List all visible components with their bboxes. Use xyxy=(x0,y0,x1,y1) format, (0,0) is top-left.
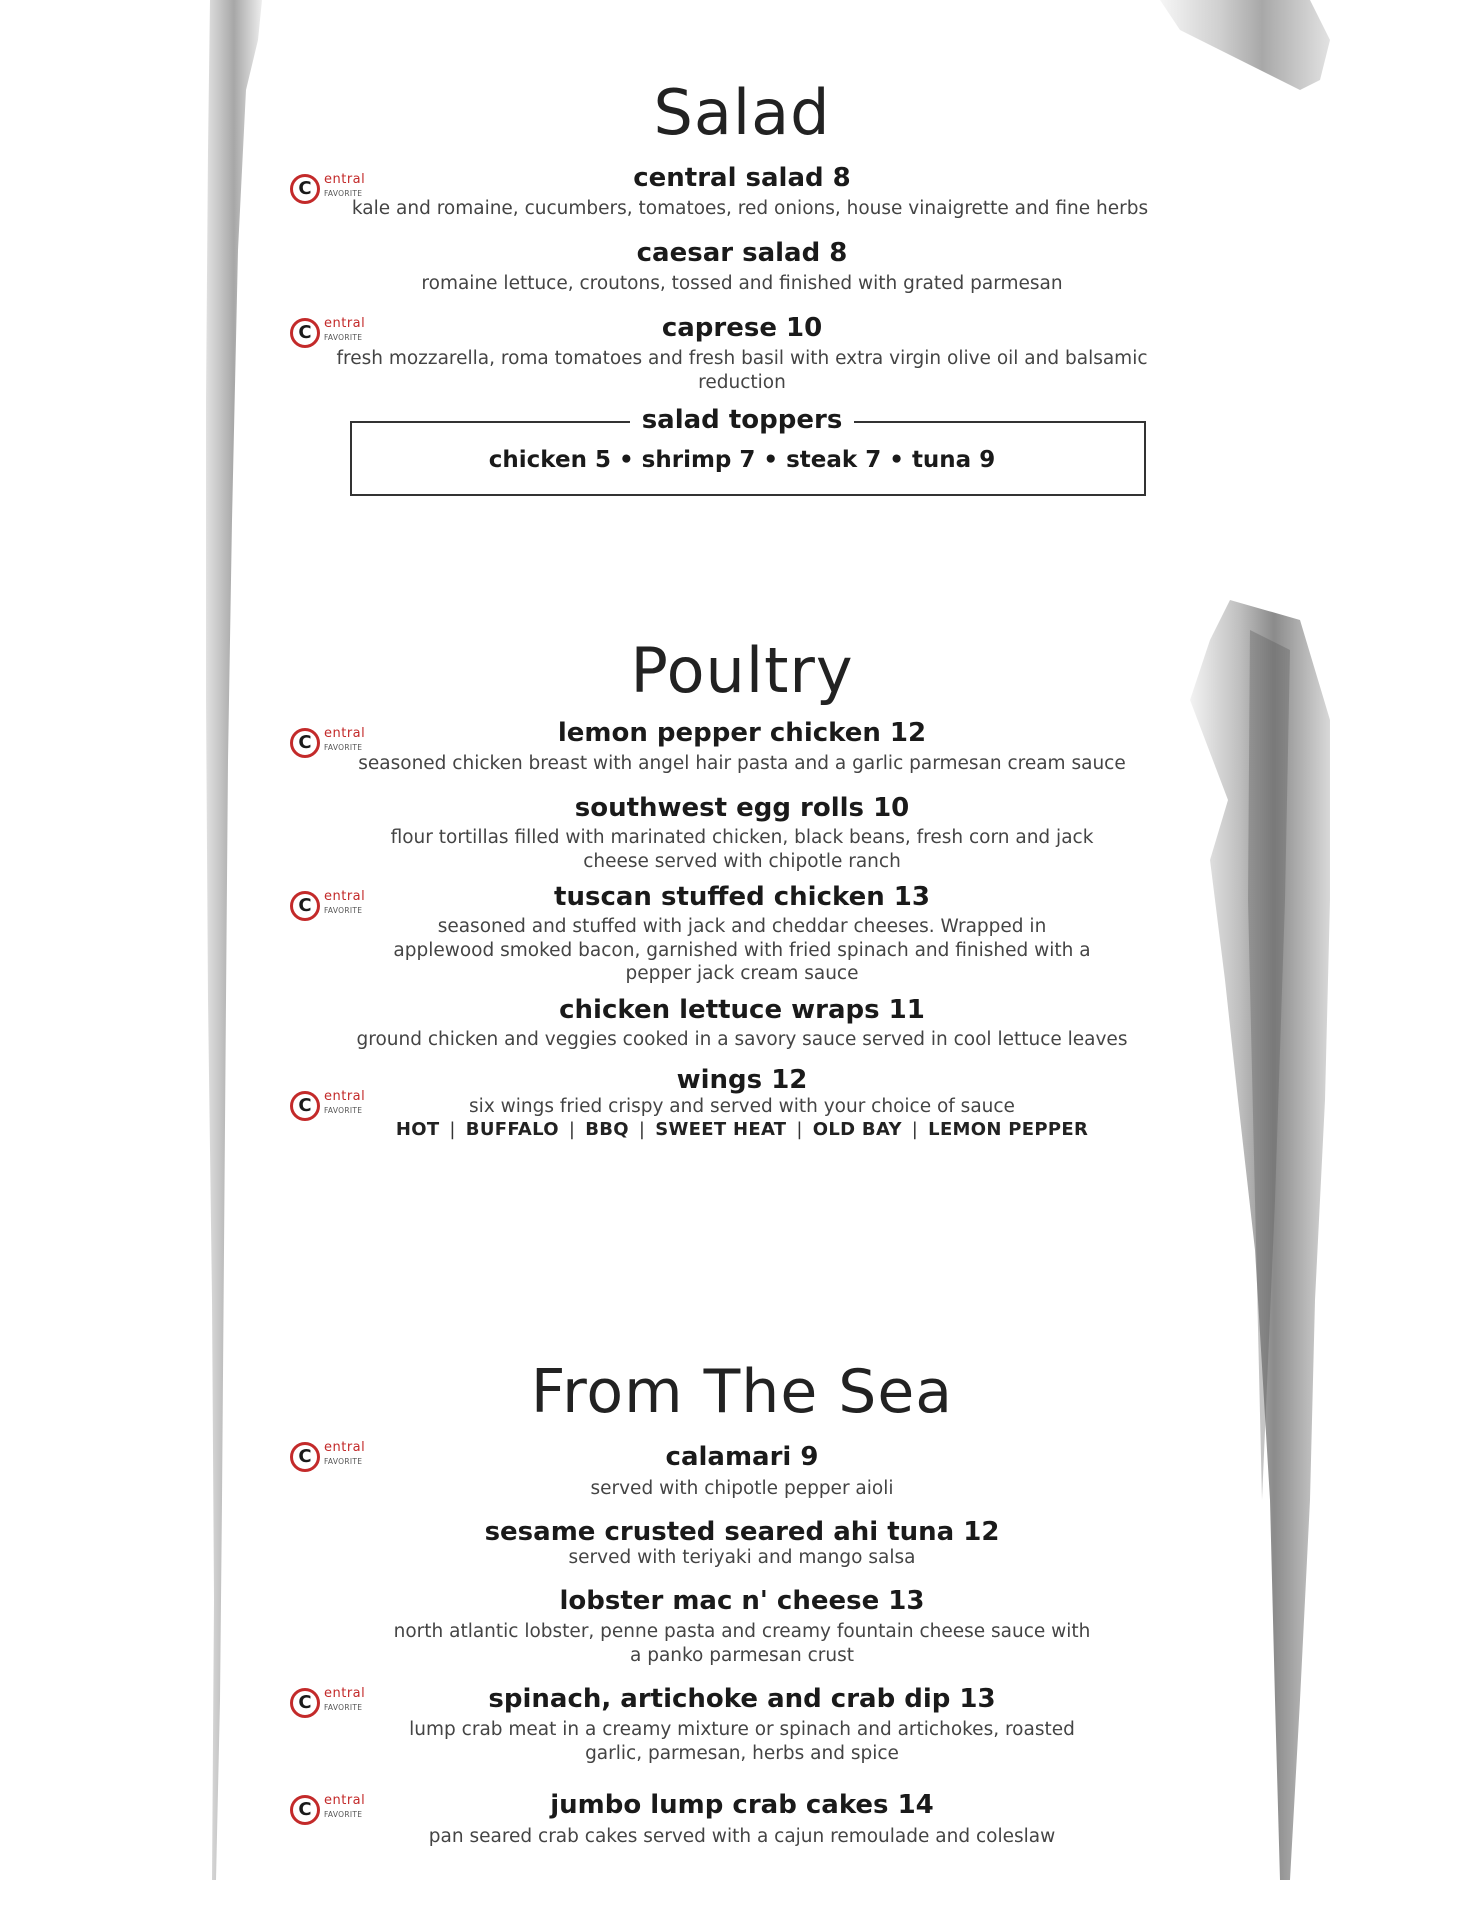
menu-item-name: caesar salad 8 xyxy=(636,238,848,268)
menu-item-name: central salad 8 xyxy=(633,163,851,193)
badge-circle: C xyxy=(290,174,320,204)
central-favorite-badge: C entral FAVORITE xyxy=(288,1438,380,1480)
menu-item-desc: a panko parmesan crust xyxy=(629,1645,854,1666)
menu-item-desc: seasoned and stuffed with jack and cheddar cheeses. Wrapped in xyxy=(437,916,1047,937)
central-favorite-badge: C entral FAVORITE xyxy=(288,1791,380,1833)
section-title-from-the-sea: From The Sea xyxy=(530,1357,954,1427)
central-favorite-badge: C entral FAVORITE xyxy=(288,724,380,766)
menu-item-name: spinach, artichoke and crab dip 13 xyxy=(488,1684,996,1714)
menu-item-name: lemon pepper chicken 12 xyxy=(557,718,927,748)
menu-item-desc: six wings fried crispy and served with your choice of sauce xyxy=(469,1096,1015,1117)
menu-item-name: tuscan stuffed chicken 13 xyxy=(554,882,930,912)
menu-item-desc: pepper jack cream sauce xyxy=(625,963,859,984)
menu-item-name: southwest egg rolls 10 xyxy=(574,793,910,823)
badge-circle: C xyxy=(290,728,320,758)
menu-item-name: calamari 9 xyxy=(665,1442,819,1472)
badge-circle: C xyxy=(290,318,320,348)
menu-item-desc: romaine lettuce, croutons, tossed and finished with grated parmesan xyxy=(421,273,1063,294)
section-title-salad: Salad xyxy=(653,76,831,149)
menu-item-name: jumbo lump crab cakes 14 xyxy=(550,1790,934,1820)
menu-item-name: sesame crusted seared ahi tuna 12 xyxy=(484,1517,1000,1547)
menu-item-desc: garlic, parmesan, herbs and spice xyxy=(585,1743,899,1764)
badge-circle: C xyxy=(290,1442,320,1472)
central-favorite-badge: C entral FAVORITE xyxy=(288,314,380,356)
menu-item-name: chicken lettuce wraps 11 xyxy=(559,995,925,1025)
menu-item-desc: fresh mozzarella, roma tomatoes and fresh basil with extra virgin olive oil and balsamic reduction xyxy=(336,348,1148,393)
central-favorite-badge: C entral FAVORITE xyxy=(288,170,380,212)
wing-sauce-list: HOT | BUFFALO | BBQ | SWEET HEAT | OLD BAY | LEMON PEPPER xyxy=(395,1119,1089,1140)
menu-item-name: wings 12 xyxy=(676,1065,808,1095)
menu-item-desc: seasoned chicken breast with angel hair pasta and a garlic parmesan cream sauce xyxy=(358,753,1126,774)
salad-toppers-list: chicken 5 • shrimp 7 • steak 7 • tuna 9 xyxy=(488,447,996,473)
menu-item-desc: served with teriyaki and mango salsa xyxy=(568,1547,916,1568)
menu-item-desc: cheese served with chipotle ranch xyxy=(583,851,901,872)
menu-item-desc: served with chipotle pepper aioli xyxy=(590,1478,894,1499)
badge-circle: C xyxy=(290,1795,320,1825)
menu-item-desc: north atlantic lobster, penne pasta and creamy fountain cheese sauce with xyxy=(393,1621,1091,1642)
badge-circle: C xyxy=(290,891,320,921)
badge-circle: C xyxy=(290,1688,320,1718)
menu-item-desc: flour tortillas filled with marinated chicken, black beans, fresh corn and jack xyxy=(390,827,1094,848)
central-favorite-badge: C entral FAVORITE xyxy=(288,1087,380,1129)
badge-circle: C xyxy=(290,1091,320,1121)
menu-item-name: lobster mac n' cheese 13 xyxy=(559,1586,925,1616)
menu-item-desc: applewood smoked bacon, garnished with fried spinach and finished with a xyxy=(393,940,1091,961)
menu-item-desc: pan seared crab cakes served with a cajun remoulade and coleslaw xyxy=(428,1826,1056,1847)
salad-toppers-title: salad toppers xyxy=(0,405,1484,435)
central-favorite-badge: C entral FAVORITE xyxy=(288,887,380,929)
menu-item-desc: kale and romaine, cucumbers, tomatoes, red onions, house vinaigrette and fine herbs xyxy=(351,198,1149,219)
menu-item-name: caprese 10 xyxy=(661,313,823,343)
central-favorite-badge: C entral FAVORITE xyxy=(288,1684,380,1726)
menu-item-desc: lump crab meat in a creamy mixture or spinach and artichokes, roasted xyxy=(409,1719,1075,1740)
section-title-poultry: Poultry xyxy=(630,634,854,707)
menu-item-desc: ground chicken and veggies cooked in a savory sauce served in cool lettuce leaves xyxy=(356,1029,1128,1050)
